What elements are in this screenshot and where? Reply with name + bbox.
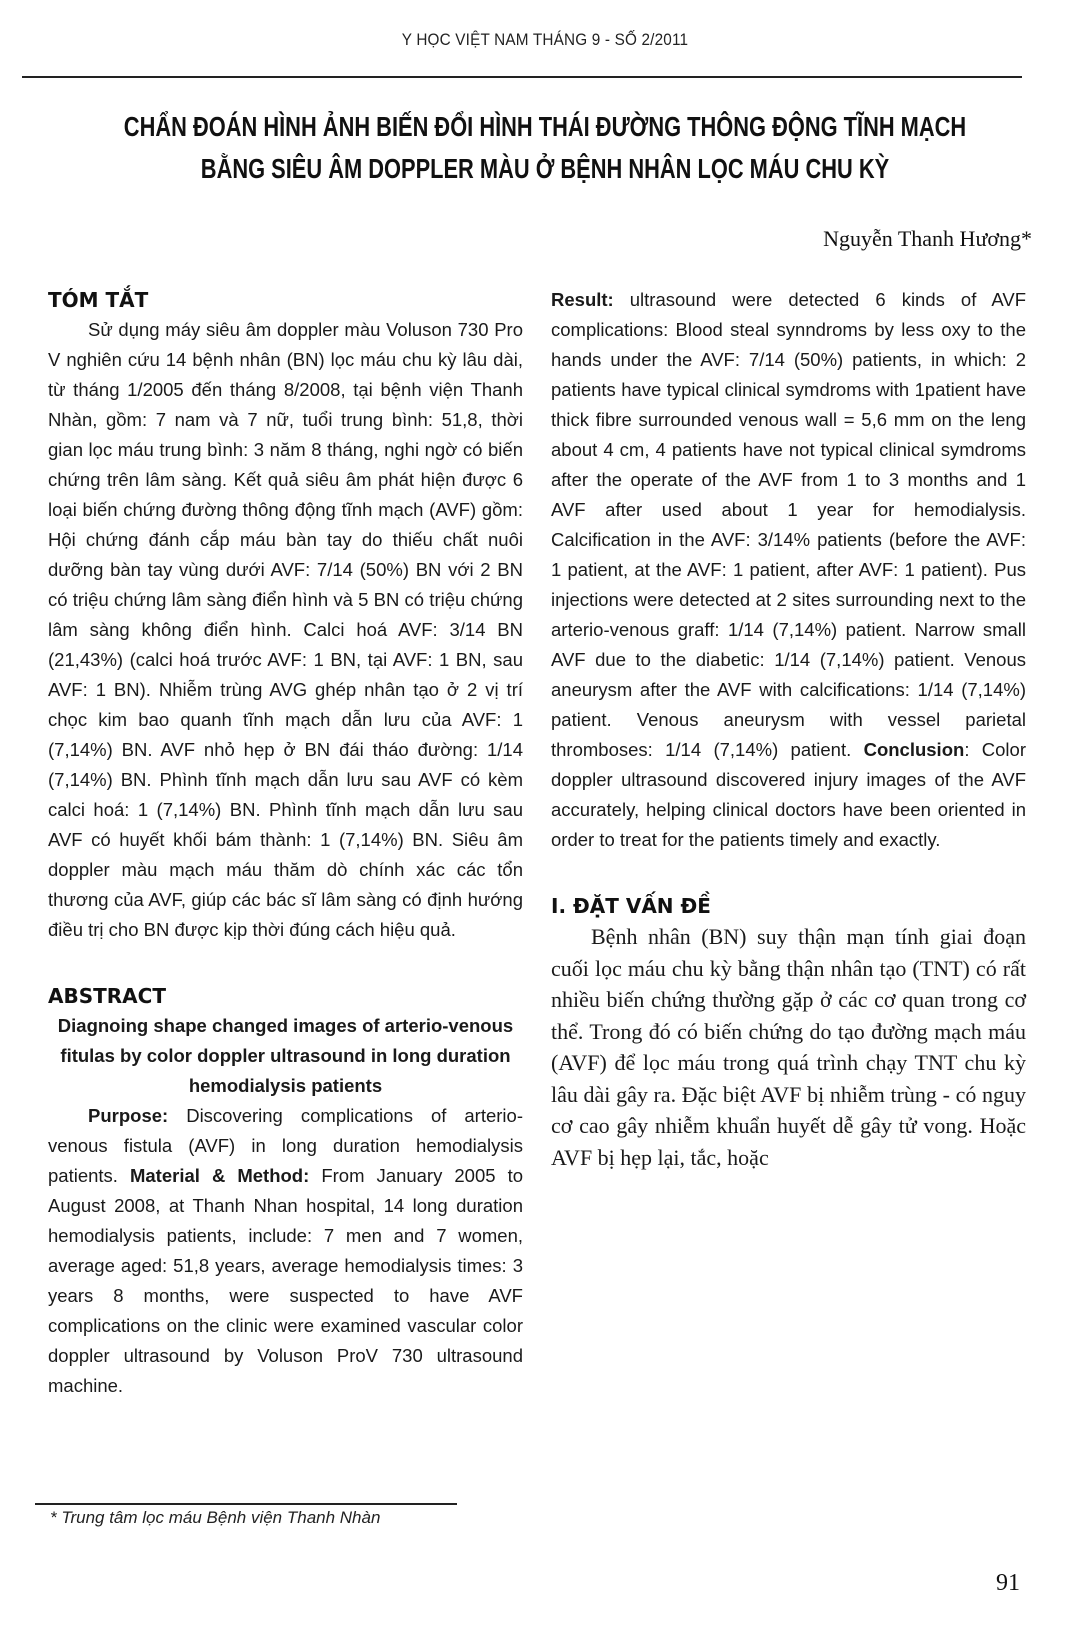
- article-title-line-1: CHẨN ĐOÁN HÌNH ẢNH BIẾN ĐỔI HÌNH THÁI ĐƯỜNG THÔNG ĐỘNG TĨNH MẠCH: [123, 111, 967, 142]
- footnote: * Trung tâm lọc máu Bệnh viện Thanh Nhàn: [50, 1508, 381, 1527]
- purpose-label: Purpose:: [88, 1105, 169, 1126]
- spacer: [551, 855, 1026, 891]
- conclusion-label: Conclusion: [863, 739, 965, 760]
- conclusion-text: : Color doppler ultrasound discovered injury images of the AVF accurately, helping clinical doctors have been oriented in order to treat for the patients timely and exactly.: [551, 739, 1026, 850]
- spacer: [48, 945, 523, 981]
- summary-body: Sử dụng máy siêu âm doppler màu Voluson 730 Pro V nghiên cứu 14 bệnh nhân (BN) lọc máu chu kỳ lâu dài, từ tháng 1/2005 đến tháng 8/2008, tại bệnh viện Thanh Nhàn, gồm: 7 nam và 7 nữ, tuổi trung bình: 51,8, thời gian lọc máu trung bình: 3 năm 8 tháng, nghi ngờ có biến chứng trên lâm sàng. Kết quả siêu âm phát hiện được 6 loại biến chứng đường thông động tĩnh mạch (AVF) gồm: Hội chứng đánh cắp máu bàn tay do thiếu chất nuôi dưỡng bàn tay vùng dưới AVF: 7/14 (50%) BN với 2 BN có triệu chứng lâm sàng điển hình và 5 BN có triệu chứng lâm sàng không điển hình. Calci hoá AVF: 3/14 BN (21,43%) (calci hoá trước AVF: 1 BN, tại AVF: 1 BN, sau AVF: 1 BN). Nhiễm trùng AVG ghép nhân tạo ở 2 vị trí chọc kim bao quanh tĩnh mạch dẫn lưu của AVF: 1 (7,14%) BN. AVF nhỏ hẹp ở BN đái tháo đường: 1/14 (7,14%) BN. Phình tĩnh mạch dẫn lưu sau AVF có kèm calci hoá: 1 (7,14%) BN. Phình tĩnh mạch dẫn lưu sau AVF có huyết khối bám thành: 1 (7,14%) BN. Siêu âm doppler màu mạch máu thăm dò chính xác các tổn thương của AVF, giúp các bác sĩ lâm sàng có định hướng điều trị cho BN được kịp thời đúng cách hiệu quả.: [48, 319, 523, 940]
- method-text: From January 2005 to August 2008, at Thanh Nhan hospital, 14 long duration hemodialysis patients, include: 7 men and 7 women, average aged: 51,8 years, average hemodialysis times: 3 years 8 months, were suspected to have AVF complications on the clinic were examined vascular color doppler ultrasound by Voluson ProV 730 ultrasound machine.: [48, 1165, 524, 1396]
- introduction-body: Bệnh nhân (BN) suy thận mạn tính giai đoạn cuối lọc máu chu kỳ bằng thận nhân tạo (TNT) có rất nhiều biến chứng thường gặp ở các cơ quan trong cơ thể. Trong đó có biến chứng do tạo đường mạch máu (AVF) để lọc máu trong quá trình chạy TNT chu kỳ lâu dài gây ra. Đặc biệt AVF bị nhiễm trùng - có nguy cơ cao gây nhiễm khuẩn huyết dễ gây tử vong. Hoặc AVF bị hẹp lại, tắc, hoặc: [551, 924, 1026, 1170]
- header-divider: [22, 76, 1022, 78]
- abstract-title: Diagnoing shape changed images of arterio-venous fitulas by color doppler ultrasound in long duration hemodialysis patients: [57, 1015, 514, 1096]
- summary-heading: TÓM TẮT: [48, 288, 149, 312]
- author: Nguyễn Thanh Hương*: [823, 226, 1032, 251]
- left-column: [48, 285, 523, 1401]
- purpose-text: Discovering complications of arterio-venous fistula (AVF) in long duration hemodialysis patients.: [48, 1105, 523, 1186]
- article-title-line-2: BẰNG SIÊU ÂM DOPPLER MÀU Ở BỆNH NHÂN LỌC MÁU CHU KỲ: [200, 153, 890, 184]
- page-number: 91: [996, 1570, 1020, 1596]
- right-column: [551, 285, 1026, 1173]
- abstract-body-part-1: [48, 1101, 523, 1401]
- abstract-heading: ABSTRACT: [48, 984, 166, 1008]
- method-label: Material & Method:: [129, 1165, 310, 1186]
- result-label: Result:: [551, 289, 614, 310]
- article-title: [0, 106, 1090, 190]
- result-text: ultrasound were detected 6 kinds of AVF complications: Blood steal synndroms by less oxy to the hands under the AVF: 7/14 (50%) patients, in which: 2 patients have typical clinical symdroms with 1patient have thick fibre surrounded venous wall = 5,6 mm on the leng about 4 cm, 4 patients have not typical clinical symdroms after the operate of the AVF from 1 to 3 months and 1 AVF after used about 1 year for hemodialysis. Calcification in the AVF: 3/14% patients (before the AVF: 1 patient, at the AVF: 1 patient, after AVF: 1 patient). Pus injections were detected at 2 sites surrounding next to the arterio-venous graff: 1/14 (7,14%) patient. Narrow small AVF due to the diabetic: 1/14 (7,14%) patient. Venous aneurysm after the AVF with calcifications: 1/14 (7,14%) patient. Venous aneurysm with vessel parietal thromboses: 1/14 (7,14%) patient.: [551, 289, 1026, 760]
- running-head: Y HỌC VIỆT NAM THÁNG 9 - SỐ 2/2011: [401, 30, 689, 49]
- footnote-divider: [35, 1503, 457, 1505]
- abstract-body-part-2: [551, 285, 1026, 855]
- introduction-heading: I. ĐẶT VẤN ĐỀ: [551, 894, 711, 918]
